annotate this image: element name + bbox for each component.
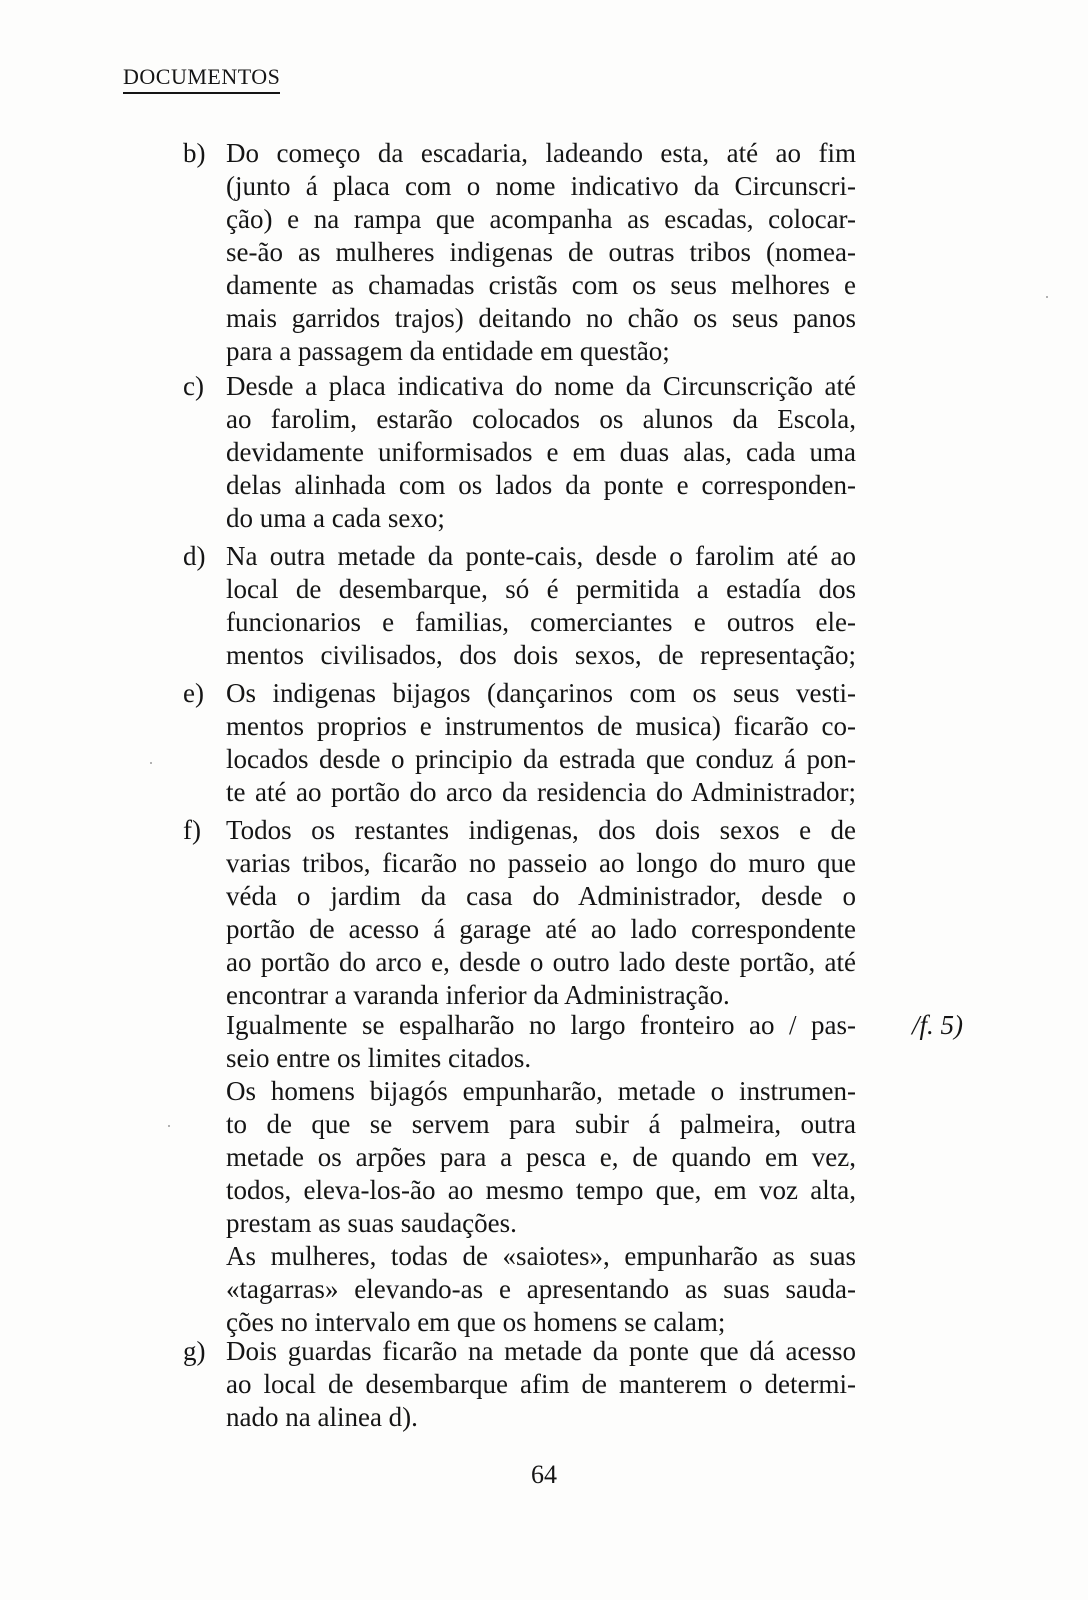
text-line: ao farolim, estarão colocados os alunos da Escola, [226, 404, 856, 434]
text-line: local de desembarque, só é permitida a estadía dos [226, 574, 856, 604]
item-marker: d) [183, 541, 206, 571]
text-line: ções no intervalo em que os homens se calam; [226, 1307, 726, 1337]
scan-speck [150, 762, 152, 764]
text-line: devidamente uniformisados e em duas alas, cada uma [226, 437, 856, 467]
item-marker: b) [183, 138, 206, 168]
scan-speck [168, 1125, 170, 1127]
text-line: damente as chamadas cristãs com os seus melhores e [226, 270, 856, 300]
text-line: funcionarios e familias, comerciantes e outros ele- [226, 607, 856, 637]
running-header: DOCUMENTOS [123, 64, 280, 94]
scan-speck [1046, 296, 1048, 298]
text-line: Desde a placa indicativa do nome da Circunscrição até [226, 371, 856, 401]
text-line: te até ao portão do arco da residencia do Administrador; [226, 777, 856, 807]
text-line: ao local de desembarque afim de manterem o determi- [226, 1369, 856, 1399]
text-line: metade os arpões para a pesca e, de quando em vez, [226, 1142, 856, 1172]
text-line: Os homens bijagós empunharão, metade o instrumen- [226, 1076, 856, 1106]
text-line: ção) e na rampa que acompanha as escadas, colocar- [226, 204, 856, 234]
item-marker: e) [183, 678, 204, 708]
text-line: to de que se servem para subir á palmeira, outra [226, 1109, 856, 1139]
text-line: Igualmente se espalharão no largo fronteiro ao / pas- [226, 1010, 856, 1040]
text-line: Dois guardas ficarão na metade da ponte que dá acesso [226, 1336, 856, 1366]
text-line: locados desde o principio da estrada que conduz á pon- [226, 744, 856, 774]
text-line: «tagarras» elevando-as e apresentando as suas sauda- [226, 1274, 856, 1304]
text-line: véda o jardim da casa do Administrador, desde o [226, 881, 856, 911]
text-line: portão de acesso á garage até ao lado correspondente [226, 914, 856, 944]
folio-margin-note: /f. 5) [912, 1010, 963, 1040]
text-line: nado na alinea d). [226, 1402, 418, 1432]
item-marker: c) [183, 371, 204, 401]
text-line: ao portão do arco e, desde o outro lado deste portão, até [226, 947, 856, 977]
text-line: (junto á placa com o nome indicativo da Circunscri- [226, 171, 856, 201]
text-line: prestam as suas saudações. [226, 1208, 517, 1238]
text-line: Os indigenas bijagos (dançarinos com os seus vesti- [226, 678, 856, 708]
text-line: se-ão as mulheres indigenas de outras tribos (nomea- [226, 237, 856, 267]
text-line: seio entre os limites citados. [226, 1043, 532, 1073]
text-line: todos, eleva-los-ão ao mesmo tempo que, em voz alta, [226, 1175, 856, 1205]
text-line: delas alinhada com os lados da ponte e corresponden- [226, 470, 856, 500]
page-number: 64 [531, 1460, 557, 1489]
text-line: mentos civilisados, dos dois sexos, de representação; [226, 640, 856, 670]
text-line: para a passagem da entidade em questão; [226, 336, 670, 366]
text-line: varias tribos, ficarão no passeio ao longo do muro que [226, 848, 856, 878]
text-line: As mulheres, todas de «saiotes», empunharão as suas [226, 1241, 856, 1271]
item-marker: g) [183, 1336, 206, 1366]
item-marker: f) [183, 815, 201, 845]
text-line: do uma a cada sexo; [226, 503, 445, 533]
text-line: mais garridos trajos) deitando no chão os seus panos [226, 303, 856, 333]
text-line: mentos proprios e instrumentos de musica) ficarão co- [226, 711, 856, 741]
text-line: Na outra metade da ponte-cais, desde o farolim até ao [226, 541, 856, 571]
text-line: Do começo da escadaria, ladeando esta, até ao fim [226, 138, 856, 168]
text-line: Todos os restantes indigenas, dos dois sexos e de [226, 815, 856, 845]
text-line: encontrar a varanda inferior da Administração. [226, 980, 730, 1010]
